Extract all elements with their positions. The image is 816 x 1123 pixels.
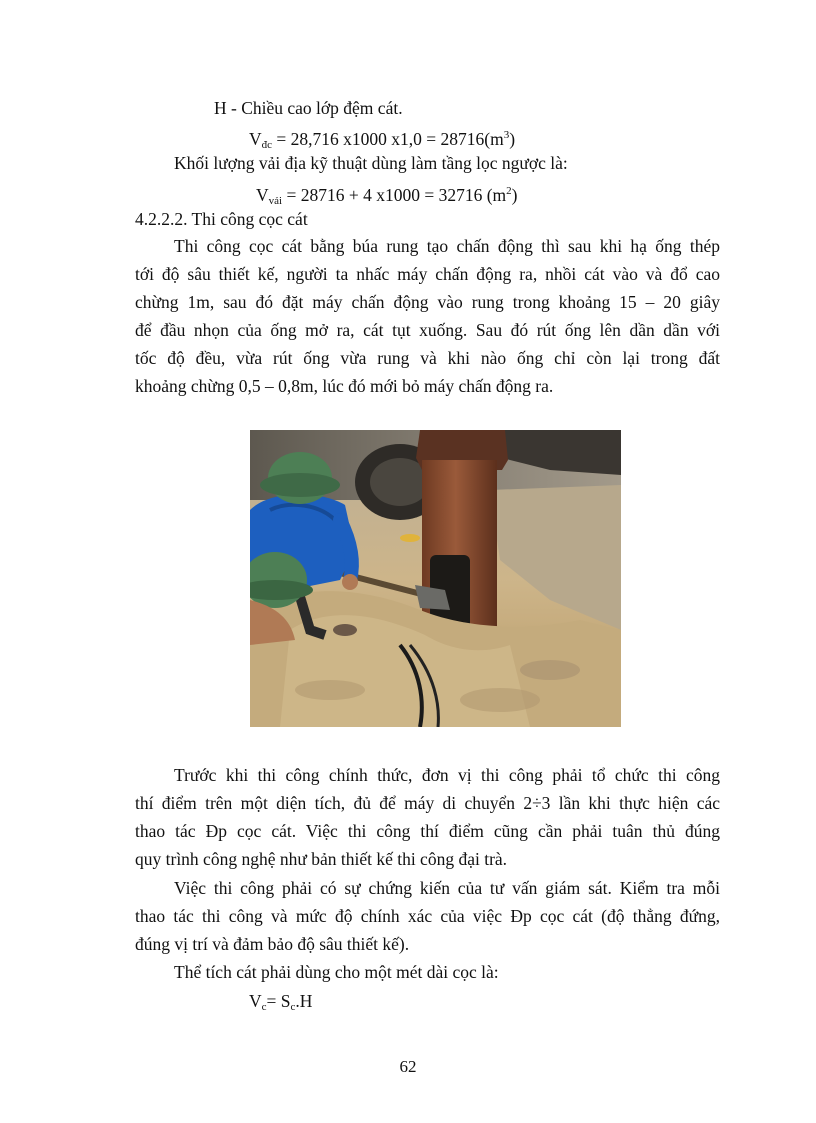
- section-heading: 4.2.2.2. Thi công cọc cát: [135, 209, 308, 229]
- paragraph-line: Trước khi thi công chính thức, đơn vị thi công phải tổ chức thi công: [174, 765, 720, 785]
- paragraph-line: thí điểm trên một diện tích, đủ để máy di chuyển 2÷3 lần khi thực hiện các: [135, 793, 720, 813]
- vdc-formula: $V_{đc} = 28,716$ x1000 $x1,0 = 28716(m^3)$: [249, 129, 516, 151]
- vvai-formula: $V_{vải} = 28716 + 4$ x1000 = 32716 $(m^2)$: [256, 185, 518, 207]
- geotextile-intro: Khối lượng vải địa kỹ thuật dùng làm tầng lọc ngược là:: [174, 153, 568, 173]
- construction-photo: [250, 430, 621, 727]
- paragraph-line: thao tác Đp cọc cát. Việc thi công thí điểm cũng cần phải tuân thủ đúng: [135, 821, 720, 841]
- volume-intro: Thể tích cát phải dùng cho một mét dài cọc là:: [174, 962, 499, 982]
- paragraph-line: chừng 1m, sau đó đặt máy chấn động vào rung trong khoảng 15 – 20 giây: [135, 292, 720, 312]
- paragraph-line: tốc độ đều, vừa rút ống vừa rung và khi nào ống chỉ còn lại trong đất: [135, 348, 720, 368]
- page-number: 62: [399, 1057, 417, 1076]
- paragraph-line: đúng vị trí và đảm bảo độ sâu thiết kế).: [135, 934, 410, 954]
- paragraph-line: tới độ sâu thiết kế, người ta nhấc máy chấn động ra, nhồi cát vào và đổ cao: [135, 264, 720, 284]
- vc-formula: $V_c= S_c.H$: [249, 991, 313, 1013]
- paragraph-line: quy trình công nghệ như bản thiết kế thi công đại trà.: [135, 849, 508, 869]
- paragraph-line: Thi công cọc cát bằng búa rung tạo chấn động thì sau khi hạ ống thép: [174, 236, 720, 256]
- paragraph-line: Việc thi công phải có sự chứng kiến của tư vấn giám sát. Kiểm tra mỗi: [174, 878, 720, 898]
- paragraph-line: để đầu nhọn của ống mở ra, cát tụt xuống. Sau đó rút ống lên dần dần với: [135, 320, 720, 340]
- paragraph-line: khoảng chừng 0,5 – 0,8m, lúc đó mới bỏ máy chấn động ra.: [135, 376, 554, 396]
- h-definition: H - Chiều cao lớp đệm cát.: [214, 98, 403, 118]
- paragraph-line: thao tác thi công và mức độ chính xác của việc Đp cọc cát (độ thẳng đứng,: [135, 906, 720, 926]
